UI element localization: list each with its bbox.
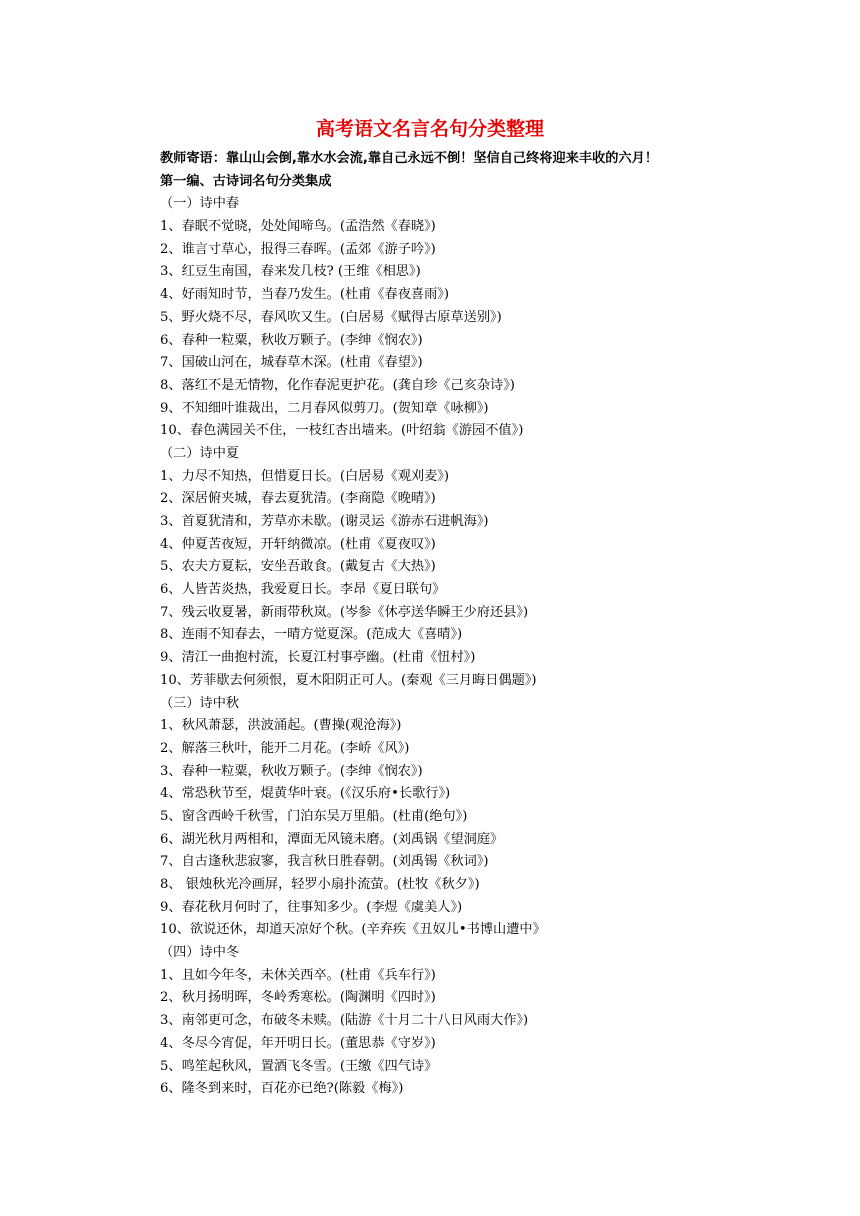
- quote-line: 4、常恐秋节至，焜黄华叶衰。(《汉乐府•长歌行》): [160, 786, 451, 802]
- quote-line: 7、国破山河在，城春草木深。(杜甫《春望》): [160, 355, 423, 371]
- quote-line: 8、连雨不知春去，一晴方觉夏深。(范成大《喜晴》): [160, 627, 463, 643]
- part-heading: 第一编、古诗词名句分类集成: [160, 173, 332, 189]
- quote-line: 2、谁言寸草心，报得三春晖。(孟郊《游子吟》): [160, 241, 436, 257]
- quote-line: 6、春种一粒粟，秋收万颗子。(李绅《悯农》): [160, 332, 423, 348]
- quote-line: 6、隆冬到来时，百花亦已绝?(陈毅《梅》): [160, 1081, 404, 1097]
- quote-line: 3、红豆生南国，春来发几枝? (王维《相思》): [160, 264, 421, 280]
- quote-line: 7、自古逢秋悲寂寥，我言秋日胜春朝。(刘禹锡《秋词》): [160, 854, 489, 870]
- section-heading: （四）诗中冬: [160, 945, 240, 961]
- quote-line: 10、欲说还休，却道天凉好个秋。(辛弃疾《丑奴儿•书博山遭中》: [160, 922, 546, 938]
- quote-line: 9、春花秋月何时了，往事知多少。(李煜《虞美人》): [160, 899, 463, 915]
- quote-line: 8、 银烛秋光冷画屏，轻罗小扇扑流萤。(杜牧《秋夕》): [160, 877, 480, 892]
- quote-line: 2、深居俯夹城，春去夏犹清。(李商隐《晚晴》): [160, 491, 436, 507]
- quote-line: 2、秋月扬明晖，冬岭秀寒松。(陶渊明《四时》): [160, 990, 436, 1006]
- poem-sections: [160, 193, 860, 1101]
- document-title: 高考语文名言名句分类整理: [315, 118, 544, 140]
- quote-line: 5、窗含西岭千秋雪，门泊东吴万里船。(杜甫(绝句》): [160, 808, 468, 824]
- quote-line: 9、清江一曲抱村流，长夏江村事亭幽。(杜甫《忸村》): [160, 650, 476, 666]
- quote-line: 5、鸣笙起秋风，置酒飞冬雪。(王缴《四气诗》: [160, 1058, 438, 1074]
- quote-line: 10、春色满园关不住，一枝红杏出墙来。(叶绍翁《游园不值》): [160, 423, 524, 439]
- quote-line: 5、农夫方夏耘，安坐吾敢食。(戴复古《大热》): [160, 559, 436, 575]
- quote-line: 1、秋风萧瑟，洪波涌起。(曹操(观沧海》): [160, 718, 402, 734]
- quote-line: 3、春种一粒粟，秋收万颗子。(李绅《悯农》): [160, 763, 423, 779]
- quote-line: 3、南邻更可念，布破冬未赎。(陆游《十月二十八日风雨大作》): [160, 1013, 529, 1029]
- quote-line: 10、芳菲歇去何须恨，夏木阳阴正可人。(秦观《三月晦日偶题》): [160, 672, 537, 688]
- section-heading: （三）诗中秋: [160, 695, 240, 711]
- quote-line: 1、且如今年冬，未休关西卒。(杜甫《兵车行》): [160, 967, 436, 983]
- quote-line: 5、野火烧不尽，春风吹又生。(白居易《赋得古原草送别》): [160, 309, 502, 325]
- quote-line: 6、湖光秋月两相和，潭面无风镜未磨。(刘禹锅《望洞庭》: [160, 831, 504, 847]
- quote-line: 1、力尽不知热，但惜夏日长。(白居易《观刈麦》): [160, 468, 450, 484]
- quote-line: 4、冬尽今宵促，年开明日长。(董思恭《守岁》): [160, 1035, 436, 1051]
- quote-line: 4、好雨知时节，当春乃发生。(杜甫《春夜喜雨》): [160, 287, 450, 303]
- quote-line: 9、不知细叶谁裁出，二月春风似剪刀。(贺知章《咏柳》): [160, 400, 489, 416]
- quote-line: 3、首夏犹清和，芳草亦未歇。(谢灵运《游赤石进帆海》): [160, 514, 489, 529]
- section-heading: （一）诗中春: [160, 196, 240, 212]
- teacher-motto: 教师寄语：靠山山会倒,靠水水会流,靠自己永远不倒！坚信自己终将迎来丰收的六月！: [160, 151, 658, 166]
- section-heading: （二）诗中夏: [160, 445, 240, 461]
- quote-line: 8、落红不是无情物，化作春泥更护花。(龚自珍《己亥杂诗》): [160, 377, 515, 393]
- quote-line: 4、仲夏苦夜短，开轩纳微凉。(杜甫《夏夜叹》): [160, 536, 436, 552]
- quote-line: 2、解落三秋叶，能开二月花。(李峤《风》): [160, 740, 410, 756]
- quote-line: 1、春眠不觉晓，处处闻啼鸟。(孟浩然《春晓》): [160, 219, 436, 235]
- quote-line: 6、人皆苦炎热，我爱夏日长。李昂《夏日联句》: [160, 582, 446, 598]
- quote-line: 7、残云收夏暑，新雨带秋岚。(岑参《休亭送华瞬王少府还县》): [160, 604, 529, 620]
